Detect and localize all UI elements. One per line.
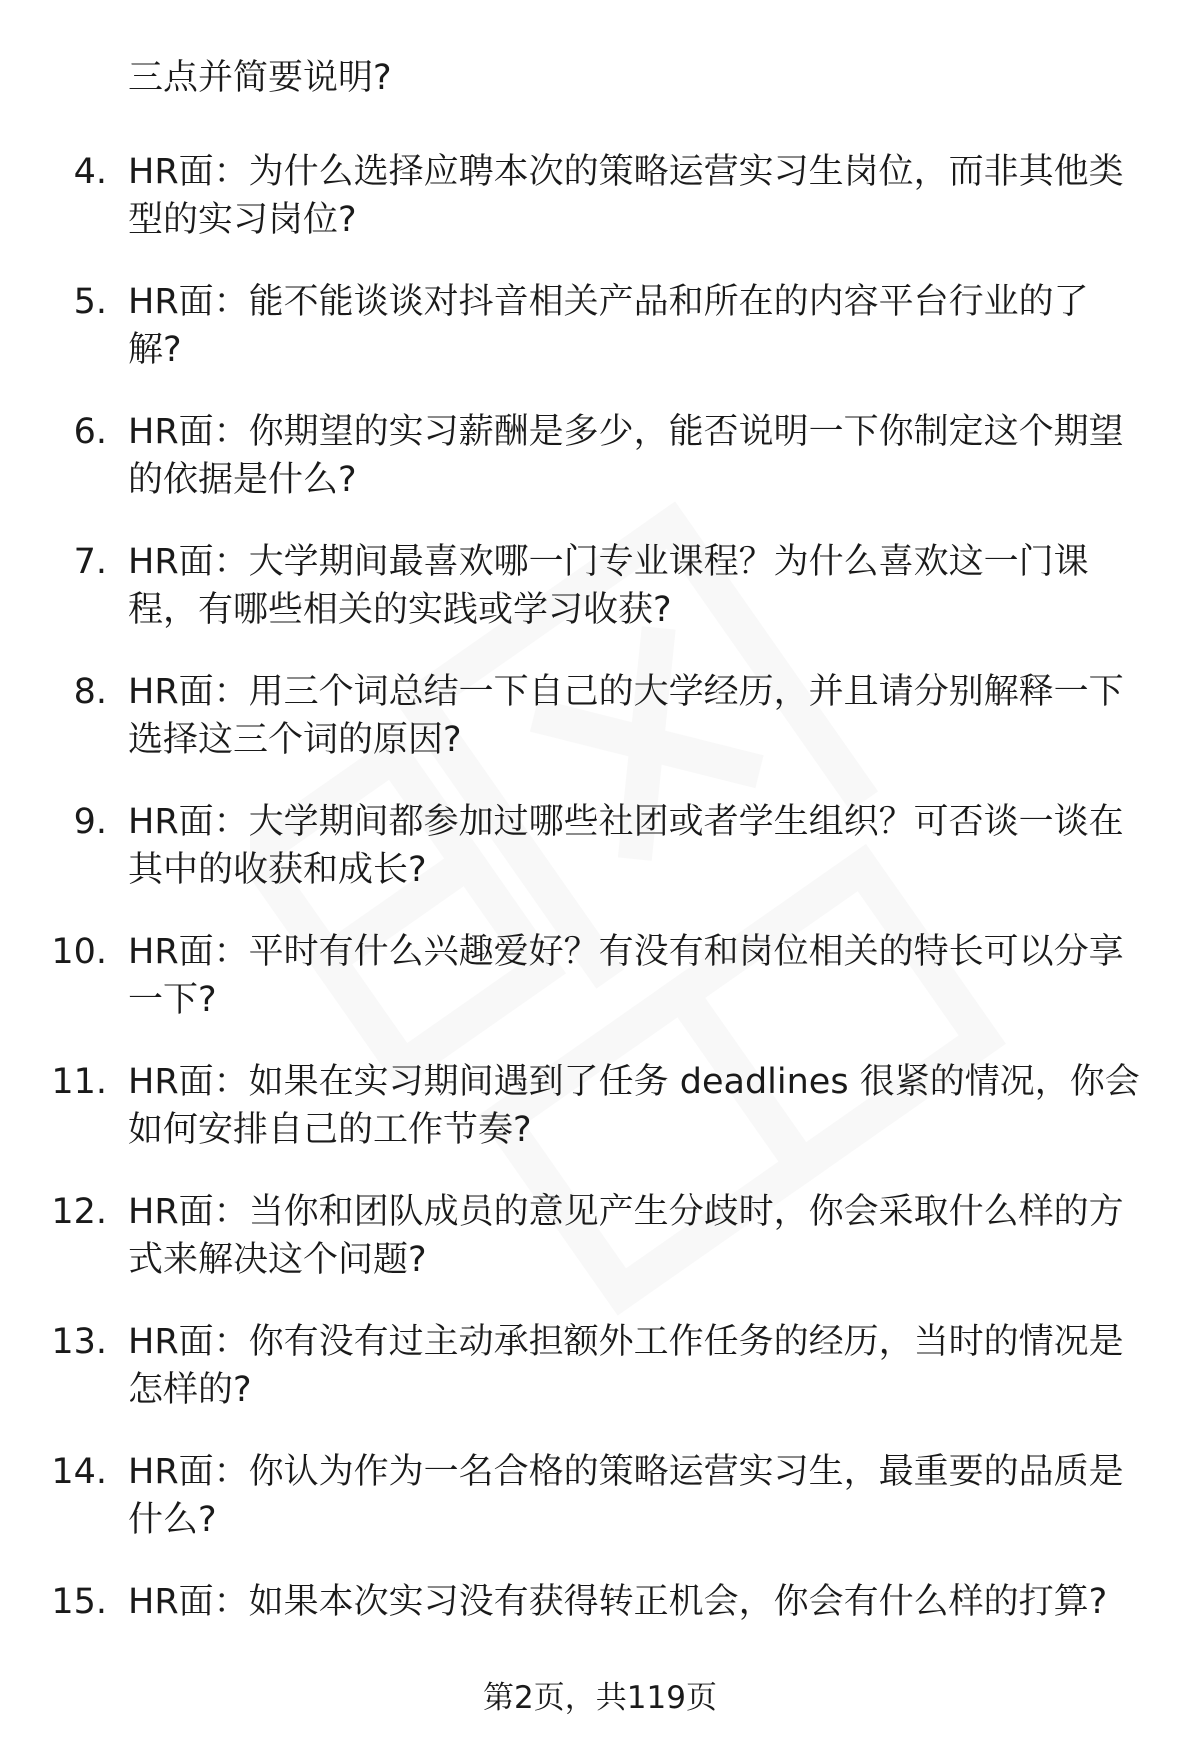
question-text [128, 1318, 1158, 1414]
question-text [128, 1188, 1158, 1284]
question-item [0, 668, 1200, 798]
question-number: 7. [73, 542, 107, 582]
question-continuation-text: 三点并简要说明? [128, 58, 392, 98]
question-number: 13. [51, 1322, 107, 1362]
question-text-line: 其中的收获和成长? [128, 850, 427, 890]
question-text [128, 148, 1158, 244]
question-text-line: HR面：用三个词总结一下自己的大学经历，并且请分别解释一下 [128, 672, 1124, 712]
question-text-line: HR面：你有没有过主动承担额外工作任务的经历，当时的情况是 [128, 1322, 1124, 1362]
question-text-line: 选择这三个词的原因? [128, 720, 462, 760]
question-text-line: 解? [128, 330, 182, 370]
page-footer: 第2页，共119页 [483, 1680, 717, 1716]
question-text-line: 的依据是什么? [128, 460, 357, 500]
question-list [0, 148, 1200, 1708]
question-text-line: 程，有哪些相关的实践或学习收获? [128, 590, 672, 630]
question-text-line: 一下? [128, 980, 217, 1020]
question-text-line: HR面：你期望的实习薪酬是多少，能否说明一下你制定这个期望 [128, 412, 1124, 452]
question-text [128, 1448, 1158, 1544]
question-text [128, 1058, 1158, 1154]
question-number: 15. [51, 1582, 107, 1622]
question-text-line: 如何安排自己的工作节奏? [128, 1110, 532, 1150]
question-text-line: HR面：当你和团队成员的意见产生分歧时，你会采取什么样的方 [128, 1192, 1124, 1232]
question-item [0, 1188, 1200, 1318]
question-text-line: HR面：大学期间最喜欢哪一门专业课程？为什么喜欢这一门课 [128, 542, 1089, 582]
question-text-line: HR面：为什么选择应聘本次的策略运营实习生岗位，而非其他类 [128, 152, 1124, 192]
question-text [128, 668, 1158, 764]
question-text [128, 798, 1158, 894]
question-text-line: HR面：如果在实习期间遇到了任务 deadlines 很紧的情况，你会 [128, 1062, 1140, 1102]
question-number: 12. [51, 1192, 107, 1232]
question-number: 8. [73, 672, 107, 712]
question-text [128, 278, 1158, 374]
question-number: 5. [73, 282, 107, 322]
question-item [0, 1318, 1200, 1448]
question-text-line: HR面：能不能谈谈对抖音相关产品和所在的内容平台行业的了 [128, 282, 1089, 322]
question-text [128, 408, 1158, 504]
question-number: 10. [51, 932, 107, 972]
question-text-line: 型的实习岗位? [128, 200, 357, 240]
question-item [0, 1448, 1200, 1578]
question-text-line: 怎样的? [128, 1370, 252, 1410]
question-number: 11. [51, 1062, 107, 1102]
question-text-line: HR面：你认为作为一名合格的策略运营实习生，最重要的品质是 [128, 1452, 1124, 1492]
question-number: 6. [73, 412, 107, 452]
question-item [0, 798, 1200, 928]
question-item [0, 928, 1200, 1058]
question-item [0, 278, 1200, 408]
question-text [128, 928, 1158, 1024]
question-text-line: HR面：平时有什么兴趣爱好？有没有和岗位相关的特长可以分享 [128, 932, 1124, 972]
question-item [0, 148, 1200, 278]
question-text [128, 1578, 1158, 1626]
question-text-line: HR面：大学期间都参加过哪些社团或者学生组织？可否谈一谈在 [128, 802, 1124, 842]
question-text-line: 什么? [128, 1500, 217, 1540]
question-item [0, 538, 1200, 668]
question-item [0, 1058, 1200, 1188]
question-number: 14. [51, 1452, 107, 1492]
question-text-line: 式来解决这个问题? [128, 1240, 427, 1280]
question-item [0, 408, 1200, 538]
question-text-line: HR面：如果本次实习没有获得转正机会，你会有什么样的打算? [128, 1582, 1108, 1622]
question-number: 4. [73, 152, 107, 192]
question-text [128, 538, 1158, 634]
question-number: 9. [73, 802, 107, 842]
